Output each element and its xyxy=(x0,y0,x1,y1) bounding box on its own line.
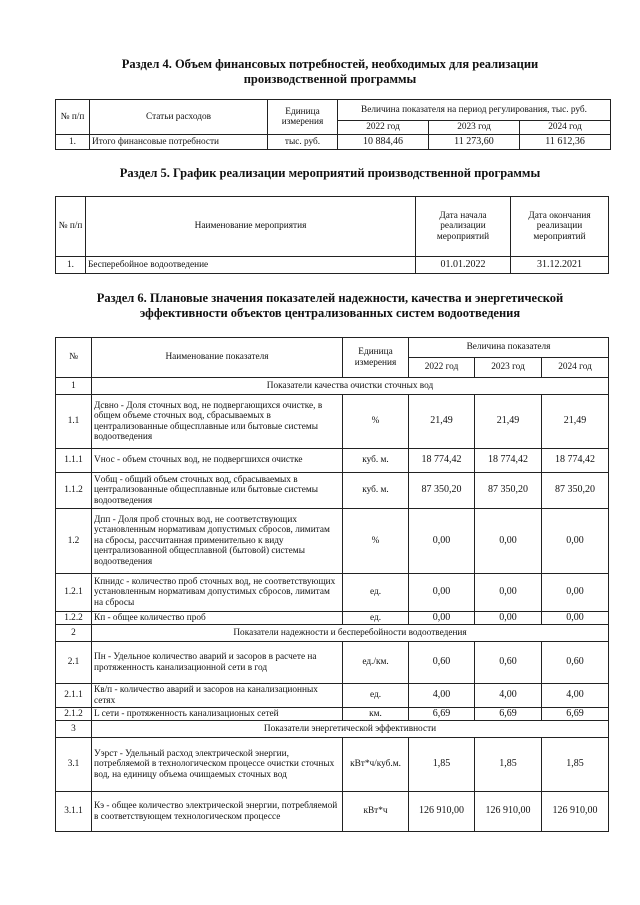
row-value: 0,00 xyxy=(542,574,609,612)
row-value: 4,00 xyxy=(475,684,542,708)
table-row xyxy=(56,473,609,509)
row-unit: ед./км. xyxy=(343,642,409,684)
row-value: 11 273,60 xyxy=(429,135,520,150)
row-value: 18 774,42 xyxy=(409,449,475,473)
row-name: Уэрст - Удельный расход электрической энергии, потребляемой в технологическом процессе очистки сточных вод, на единицу объема очищаемых сточных вод xyxy=(92,738,343,792)
row-unit: куб. м. xyxy=(343,449,409,473)
row-value: 1,85 xyxy=(475,738,542,792)
table-row xyxy=(56,135,611,150)
row-num: 1.1 xyxy=(56,395,92,449)
header-year: 2023 год xyxy=(429,121,520,135)
row-num: 2.1 xyxy=(56,642,92,684)
header-name: Наименование показателя xyxy=(92,338,343,378)
group-num: 3 xyxy=(56,721,92,738)
row-name: Кп - общее количество проб xyxy=(92,612,343,625)
header-end: Дата окончания реализации мероприятий xyxy=(511,197,609,257)
row-name: Дсвно - Доля сточных вод, не подвергающихся очистке, в общем объеме сточных вод, сбрасываемых в централизованные общесплавные или бытовые системы водоотведения xyxy=(92,395,343,449)
table-row xyxy=(56,395,609,449)
header-items: Статьи расходов xyxy=(90,100,268,135)
row-value: 18 774,42 xyxy=(475,449,542,473)
table-row xyxy=(56,792,609,832)
row-value: 1,85 xyxy=(542,738,609,792)
row-start: 01.01.2022 xyxy=(416,257,511,274)
row-value: 0,00 xyxy=(475,612,542,625)
row-value: 126 910,00 xyxy=(409,792,475,832)
row-unit: % xyxy=(343,395,409,449)
row-unit: км. xyxy=(343,708,409,721)
table-row xyxy=(56,612,609,625)
table-row xyxy=(56,684,609,708)
table-row xyxy=(56,708,609,721)
group-title: Показатели надежности и бесперебойности водоотведения xyxy=(92,625,609,642)
row-value: 21,49 xyxy=(475,395,542,449)
section-5-title: Раздел 5. График реализации мероприятий производственной программы xyxy=(119,166,541,180)
header-num: № п/п xyxy=(56,197,86,257)
table-row xyxy=(56,642,609,684)
row-unit: куб. м. xyxy=(343,473,409,509)
header-year: 2022 год xyxy=(409,358,475,378)
row-value: 126 910,00 xyxy=(475,792,542,832)
table-row xyxy=(56,574,609,612)
row-name: Дпп - Доля проб сточных вод, не соответствующих установленным нормативам допустимых сбросов, лимитам на сбросы, рассчитанная применительно к виду централизованной общесплавной (бытовой) системы водоотведения xyxy=(92,509,343,574)
row-value: 0,00 xyxy=(409,612,475,625)
row-name: Vнос - объем сточных вод, не подвергшихся очистке xyxy=(92,449,343,473)
table-row xyxy=(56,509,609,574)
row-value: 18 774,42 xyxy=(542,449,609,473)
header-num: № xyxy=(56,338,92,378)
table-row xyxy=(56,738,609,792)
row-value: 87 350,20 xyxy=(409,473,475,509)
row-value: 87 350,20 xyxy=(542,473,609,509)
row-value: 4,00 xyxy=(542,684,609,708)
row-num: 3.1.1 xyxy=(56,792,92,832)
header-year: 2022 год xyxy=(338,121,429,135)
group-header xyxy=(56,378,609,395)
header-year: 2024 год xyxy=(542,358,609,378)
header-year: 2023 год xyxy=(475,358,542,378)
row-num: 1. xyxy=(56,135,90,150)
group-title: Показатели качества очистки сточных вод xyxy=(92,378,609,395)
row-value: 0,60 xyxy=(475,642,542,684)
group-header xyxy=(56,721,609,738)
table-row xyxy=(56,449,609,473)
row-value: 0,00 xyxy=(475,509,542,574)
row-value: 1,85 xyxy=(409,738,475,792)
row-unit: ед. xyxy=(343,684,409,708)
row-value: 21,49 xyxy=(542,395,609,449)
row-value: 6,69 xyxy=(542,708,609,721)
group-num: 2 xyxy=(56,625,92,642)
group-header xyxy=(56,625,609,642)
row-end: 31.12.2021 xyxy=(511,257,609,274)
header-start: Дата начала реализации мероприятий xyxy=(416,197,511,257)
row-num: 1. xyxy=(56,257,86,274)
row-num: 1.2.2 xyxy=(56,612,92,625)
row-name: Vобщ - общий объем сточных вод, сбрасываемых в централизованные общесплавные или бытовые системы водоотведения xyxy=(92,473,343,509)
row-num: 1.2 xyxy=(56,509,92,574)
header-year: 2024 год xyxy=(520,121,611,135)
row-value: 0,00 xyxy=(475,574,542,612)
row-value: 6,69 xyxy=(409,708,475,721)
row-unit: ед. xyxy=(343,612,409,625)
header-name: Наименование мероприятия xyxy=(86,197,416,257)
row-value: 4,00 xyxy=(409,684,475,708)
row-value: 0,00 xyxy=(542,509,609,574)
header-unit: Единица измерения xyxy=(343,338,409,378)
header-unit: Единица измерения xyxy=(268,100,338,135)
row-value: 21,49 xyxy=(409,395,475,449)
row-name: Кпнидс - количество проб сточных вод, не соответствующих установленным нормативам допустимых сбросов, лимитам на сбросы xyxy=(92,574,343,612)
row-value: 6,69 xyxy=(475,708,542,721)
row-value: 0,00 xyxy=(542,612,609,625)
indicators-table xyxy=(55,337,609,832)
row-value: 0,60 xyxy=(409,642,475,684)
section-4-title: Раздел 4. Объем финансовых потребностей, необходимых для реализации производственной программы xyxy=(121,57,539,86)
schedule-table xyxy=(55,196,609,274)
row-num: 1.2.1 xyxy=(56,574,92,612)
group-title: Показатели энергетической эффективности xyxy=(92,721,609,738)
group-num: 1 xyxy=(56,378,92,395)
row-unit: % xyxy=(343,509,409,574)
row-num: 3.1 xyxy=(56,738,92,792)
row-name: Кв/п - количество аварий и засоров на канализационных сетях xyxy=(92,684,343,708)
financial-needs-table xyxy=(55,99,611,150)
row-unit: ед. xyxy=(343,574,409,612)
section-6-title: Раздел 6. Плановые значения показателей надежности, качества и энергетической эффективности объектов централизованных систем водоотведения xyxy=(96,291,564,320)
row-value: 0,00 xyxy=(409,574,475,612)
header-value: Величина показателя на период регулирования, тыс. руб. xyxy=(338,100,611,121)
row-name: L сети - протяженность канализационых сетей xyxy=(92,708,343,721)
row-value: 126 910,00 xyxy=(542,792,609,832)
row-name: Кэ - общее количество электрической энергии, потребляемой в соответствующем технологическом процессе xyxy=(92,792,343,832)
row-value: 87 350,20 xyxy=(475,473,542,509)
row-unit: кВт*ч/куб.м. xyxy=(343,738,409,792)
row-value: 11 612,36 xyxy=(520,135,611,150)
row-name: Пн - Удельное количество аварий и засоров в расчете на протяженность канализационной сети в год xyxy=(92,642,343,684)
header-num: № п/п xyxy=(56,100,90,135)
table-row xyxy=(56,257,609,274)
row-name: Итого финансовые потребности xyxy=(90,135,268,150)
row-num: 1.1.2 xyxy=(56,473,92,509)
row-unit: тыс. руб. xyxy=(268,135,338,150)
row-name: Бесперебойное водоотведение xyxy=(86,257,416,274)
row-num: 2.1.1 xyxy=(56,684,92,708)
row-value: 0,00 xyxy=(409,509,475,574)
row-value: 0,60 xyxy=(542,642,609,684)
row-num: 1.1.1 xyxy=(56,449,92,473)
row-num: 2.1.2 xyxy=(56,708,92,721)
row-unit: кВт*ч xyxy=(343,792,409,832)
row-value: 10 884,46 xyxy=(338,135,429,150)
header-value: Величина показателя xyxy=(409,338,609,358)
